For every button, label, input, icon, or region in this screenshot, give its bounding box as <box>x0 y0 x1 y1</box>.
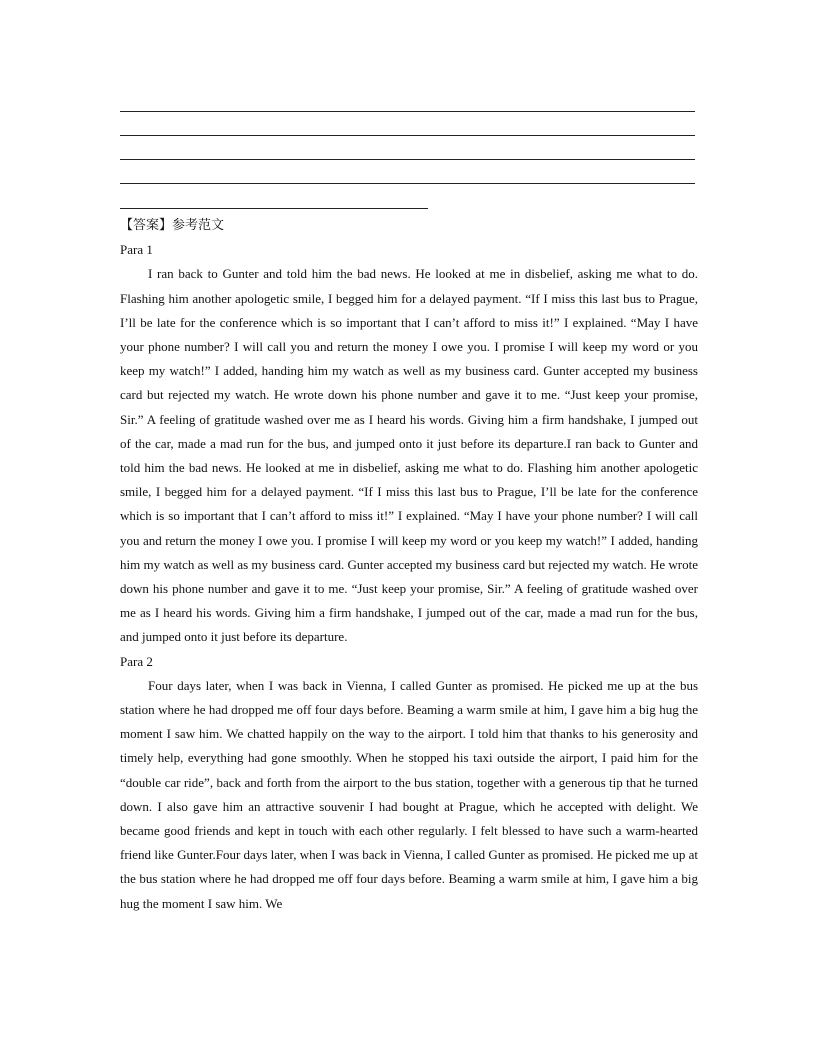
paragraph-label: Para 1 <box>120 242 153 258</box>
answer-line <box>120 135 695 136</box>
answer-header: 【答案】参考范文 <box>120 218 225 233</box>
answer-line <box>120 111 695 112</box>
answer-content <box>120 214 698 916</box>
paragraph-text: I ran back to Gunter and told him the bad news. He looked at me in disbelief, asking me what to do. Flashing him another apologetic smile, I begged him for a delayed payment. “If I miss this last bus to Prague, I’ll be late for the conference which is so important that I can’t afford to miss it!” I explained. “May I have your phone number? I will call you and return the money I owe you. I promise I will keep my word or you keep my watch!” I added, handing him my watch as well as my business card. Gunter accepted my business card but rejected my watch. He wrote down his phone number and gave it to me. “Just keep your promise, Sir.” A feeling of gratitude washed over me as I heard his words. Giving him a firm handshake, I jumped out of the car, made a mad run for the bus, and jumped onto it just before its departure.I ran back to Gunter and told him the bad news. He looked at me in disbelief, asking me what to do. Flashing him another apologetic smile, I begged him for a delayed payment. “If I miss this last bus to Prague, I’ll be late for the conference which is so important that I can’t afford to miss it!” I explained. “May I have your phone number? I will call you and return the money I owe you. I promise I will keep my word or you keep my watch!” I added, handing him my watch as well as my business card. Gunter accepted my business card but rejected my watch. He wrote down his phone number and gave it to me. “Just keep your promise, Sir.” A feeling of gratitude washed over me as I heard his words. Giving him a firm handshake, I jumped out of the car, made a mad run for the bus, and jumped onto it just before its departure. <box>120 266 698 645</box>
answer-line-short <box>120 208 428 209</box>
paragraph-text: Four days later, when I was back in Vienna, I called Gunter as promised. He picked me up at the bus station where he had dropped me off four days before. Beaming a warm smile at him, I gave him a big hug the moment I saw him. We chatted happily on the way to the airport. I told him that thanks to his generosity and timely help, everything had gone smoothly. When he stopped his taxi outside the airport, I paid him for the “double car ride”, back and forth from the airport to the bus station, together with a generous tip that he turned down. I also gave him an attractive souvenir I had bought at Prague, which he accepted with delight. We became good friends and kept in touch with each other regularly. I felt blessed to have such a warm-hearted friend like Gunter.Four days later, when I was back in Vienna, I called Gunter as promised. He picked me up at the bus station where he had dropped me off four days before. Beaming a warm smile at him, I gave him a big hug the moment I saw him. We <box>120 677 698 911</box>
answer-line <box>120 183 695 184</box>
paragraph-label: Para 2 <box>120 653 153 669</box>
answer-line <box>120 159 695 160</box>
